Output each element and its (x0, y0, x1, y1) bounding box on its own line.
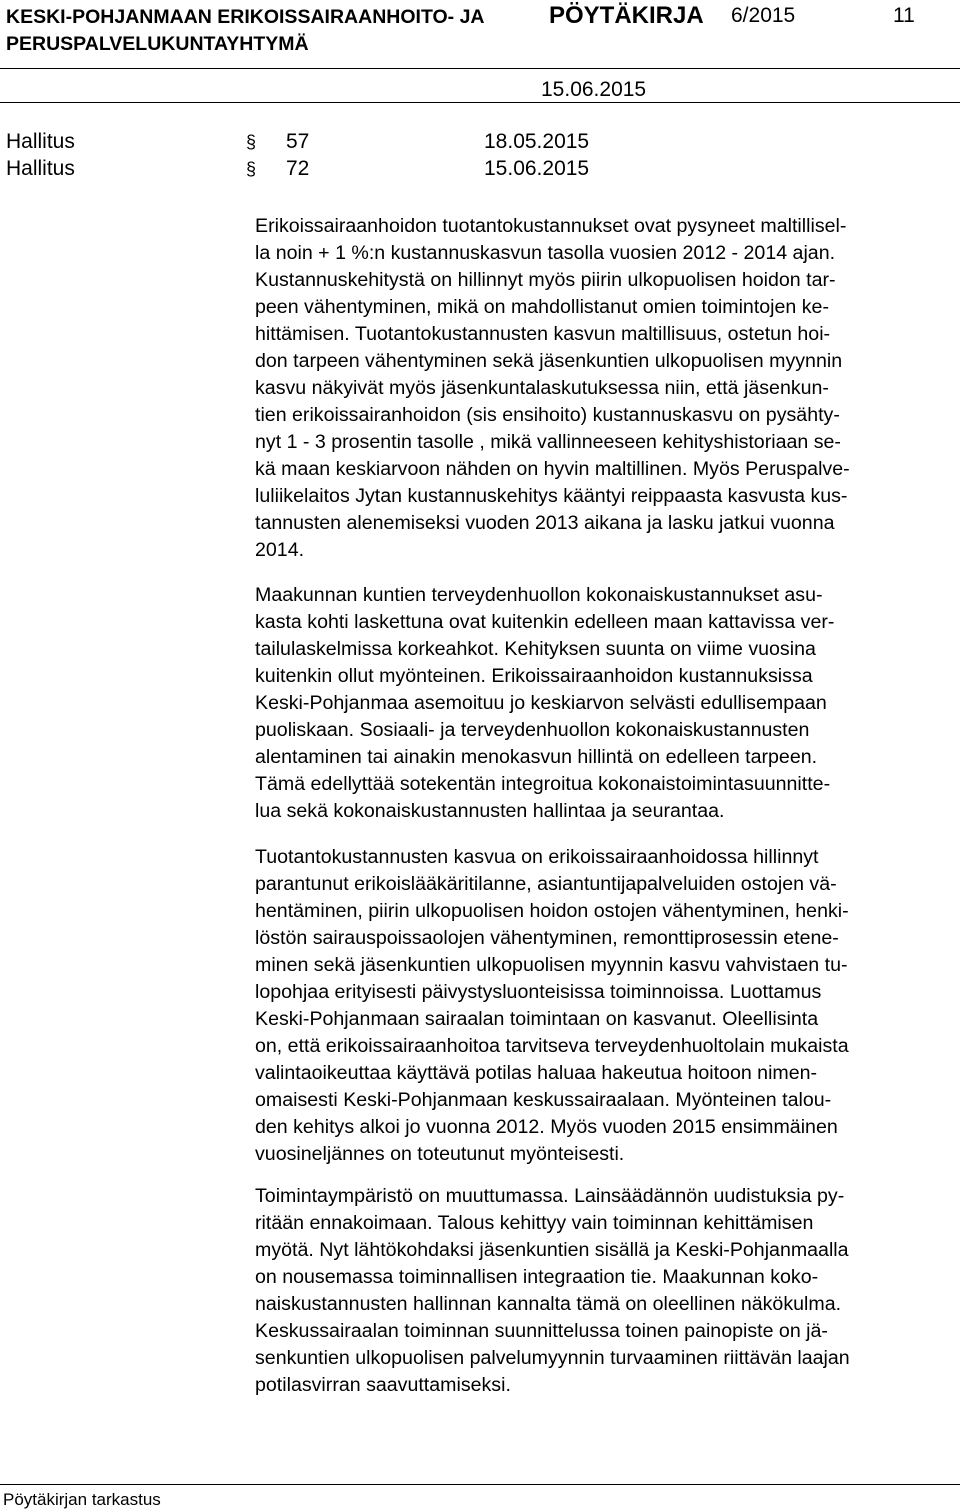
paragraph-line: Keskussairaalan toiminnan suunnittelussa toinen painopiste on jä- (255, 1320, 828, 1342)
paragraph-line: Erikoissairaanhoidon tuotantokustannukset ovat pysyneet maltillisel- (255, 215, 847, 237)
reference-body: Hallitus (6, 157, 75, 180)
meeting-date: 15.06.2015 (541, 78, 647, 101)
paragraph-line: don tarpeen vähentyminen sekä jäsenkuntien ulkopuolisen myynnin (255, 350, 843, 372)
paragraph-line: kä maan keskiarvoon nähden on hyvin maltillinen. Myös Peruspalve- (255, 458, 850, 480)
paragraph-line: on nousemassa toiminnallisen integraation tie. Maakunnan koko- (255, 1266, 819, 1288)
paragraph-line: tailulaskelmissa korkeahkot. Kehityksen suunta on viime vuosina (255, 638, 816, 660)
footer-label: Pöytäkirjan tarkastus (3, 1490, 161, 1509)
document-type: PÖYTÄKIRJA (549, 2, 704, 29)
paragraph-line: vuosineljännes on toteutunut myönteisesti. (255, 1143, 625, 1165)
paragraph-line: hentäminen, piirin ulkopuolisen hoidon ostojen vähentyminen, henki- (255, 900, 849, 922)
paragraph-line: valintaoikeuttaa käyttävä potilas haluaa hakeutua hoitoon nimen- (255, 1062, 818, 1084)
paragraph-line: lua sekä kokonaiskustannusten hallintaa ja seurantaa. (255, 800, 725, 822)
reference-body: Hallitus (6, 130, 75, 153)
paragraph-line: Tuotantokustannusten kasvua on erikoissairaanhoidossa hillinnyt (255, 846, 819, 868)
paragraph-line: kasta kohti laskettuna ovat kuitenkin edelleen maan kattavissa ver- (255, 611, 835, 633)
reference-date: 18.05.2015 (484, 130, 590, 153)
paragraph-line: parantunut erikoislääkäritilanne, asiantuntijapalveluiden ostojen vä- (255, 873, 837, 895)
paragraph-line: kuitenkin ollut myönteinen. Erikoissairaanhoidon kustannuksissa (255, 665, 813, 687)
page-number: 11 (893, 4, 915, 27)
paragraph (255, 1183, 960, 1399)
paragraph-line: ritään ennakoimaan. Talous kehittyy vain toiminnan kehittämisen (255, 1212, 814, 1234)
paragraph-line: Maakunnan kuntien terveydenhuollon kokonaiskustannukset asu- (255, 584, 823, 606)
paragraph-line: on, että erikoissairaanhoitoa tarvitseva terveydenhuoltolain mukaista (255, 1035, 849, 1057)
paragraph-line: löstön sairauspoissaolojen vähentyminen, remonttiprosessin etene- (255, 927, 839, 949)
paragraph-line: alentaminen tai ainakin menokasvun hillintä on edelleen tarpeen. (255, 746, 818, 768)
reference-date: 15.06.2015 (484, 157, 590, 180)
paragraph-line: 2014. (255, 539, 305, 561)
paragraph-line: luliikelaitos Jytan kustannuskehitys kääntyi reippaasta kasvusta kus- (255, 485, 848, 507)
section-number: 72 (286, 157, 310, 180)
paragraph-line: senkuntien ulkopuolisen palvelumyynnin turvaaminen riittävän laajan (255, 1347, 850, 1369)
reference-row (6, 157, 706, 183)
paragraph-line: naiskustannusten hallinnan kannalta tämä on oleellinen näkökulma. (255, 1293, 842, 1315)
paragraph-line: potilasvirran saavuttamiseksi. (255, 1374, 511, 1396)
paragraph (255, 582, 960, 825)
paragraph (255, 213, 960, 564)
paragraph-line: peen vähentyminen, mikä on mahdollistanut omien toimintojen ke- (255, 296, 829, 318)
paragraph-line: Keski-Pohjanmaa asemoituu jo keskiarvon selvästi edullisempaan (255, 692, 827, 714)
paragraph-line: tannusten alenemiseksi vuoden 2013 aikana ja lasku jatkui vuonna (255, 512, 835, 534)
date-divider (0, 102, 960, 103)
organization-line-2: PERUSPALVELUKUNTAYHTYMÄ (6, 33, 309, 55)
paragraph-line: puoliskaan. Sosiaali- ja terveydenhuollon kokonaiskustannusten (255, 719, 810, 741)
paragraph-line: la noin + 1 %:n kustannuskasvun tasolla vuosien 2012 - 2014 ajan. (255, 242, 836, 264)
paragraph-line: lopohjaa erityisesti päivystysluonteisissa toiminnoissa. Luottamus (255, 981, 822, 1003)
document-number: 6/2015 (731, 4, 796, 27)
paragraph-line: tien erikoissairanhoidon (sis ensihoito) kustannuskasvu on pysähty- (255, 404, 840, 426)
paragraph-line: Toimintaympäristö on muuttumassa. Lainsäädännön uudistuksia py- (255, 1185, 845, 1207)
paragraph-line: Tämä edellyttää sotekentän integroitua kokonaistoimintasuunnitte- (255, 773, 831, 795)
paragraph-line: hittämisen. Tuotantokustannusten kasvun maltillisuus, ostetun hoi- (255, 323, 831, 345)
reference-row (6, 130, 706, 156)
paragraph (255, 844, 960, 1168)
organization-name (6, 4, 485, 58)
paragraph-line: den kehitys alkoi jo vuonna 2012. Myös vuoden 2015 ensimmäinen (255, 1116, 838, 1138)
paragraph-line: omaisesti Keski-Pohjanmaan keskussairaalaan. Myönteinen talou- (255, 1089, 832, 1111)
organization-line-1: KESKI-POHJANMAAN ERIKOISSAIRAANHOITO- JA (6, 6, 485, 28)
paragraph-line: minen sekä jäsenkuntien ulkopuolisen myynnin kasvu vahvistaen tu- (255, 954, 848, 976)
paragraph-line: myötä. Nyt lähtökohdaksi jäsenkuntien sisällä ja Keski-Pohjanmaalla (255, 1239, 849, 1261)
header-divider (0, 68, 960, 69)
paragraph-line: Keski-Pohjanmaan sairaalan toimintaan on kasvanut. Oleellisinta (255, 1008, 819, 1030)
paragraph-line: kasvu näkyivät myös jäsenkuntalaskutuksessa niin, että jäsenkun- (255, 377, 829, 399)
section-sign: § (246, 159, 257, 179)
section-number: 57 (286, 130, 310, 153)
section-sign: § (246, 132, 257, 152)
footer-divider (0, 1484, 960, 1485)
paragraph-line: Kustannuskehitystä on hillinnyt myös piirin ulkopuolisen hoidon tar- (255, 269, 836, 291)
paragraph-line: nyt 1 - 3 prosentin tasolle , mikä vallinneeseen kehityshistoriaan se- (255, 431, 841, 453)
